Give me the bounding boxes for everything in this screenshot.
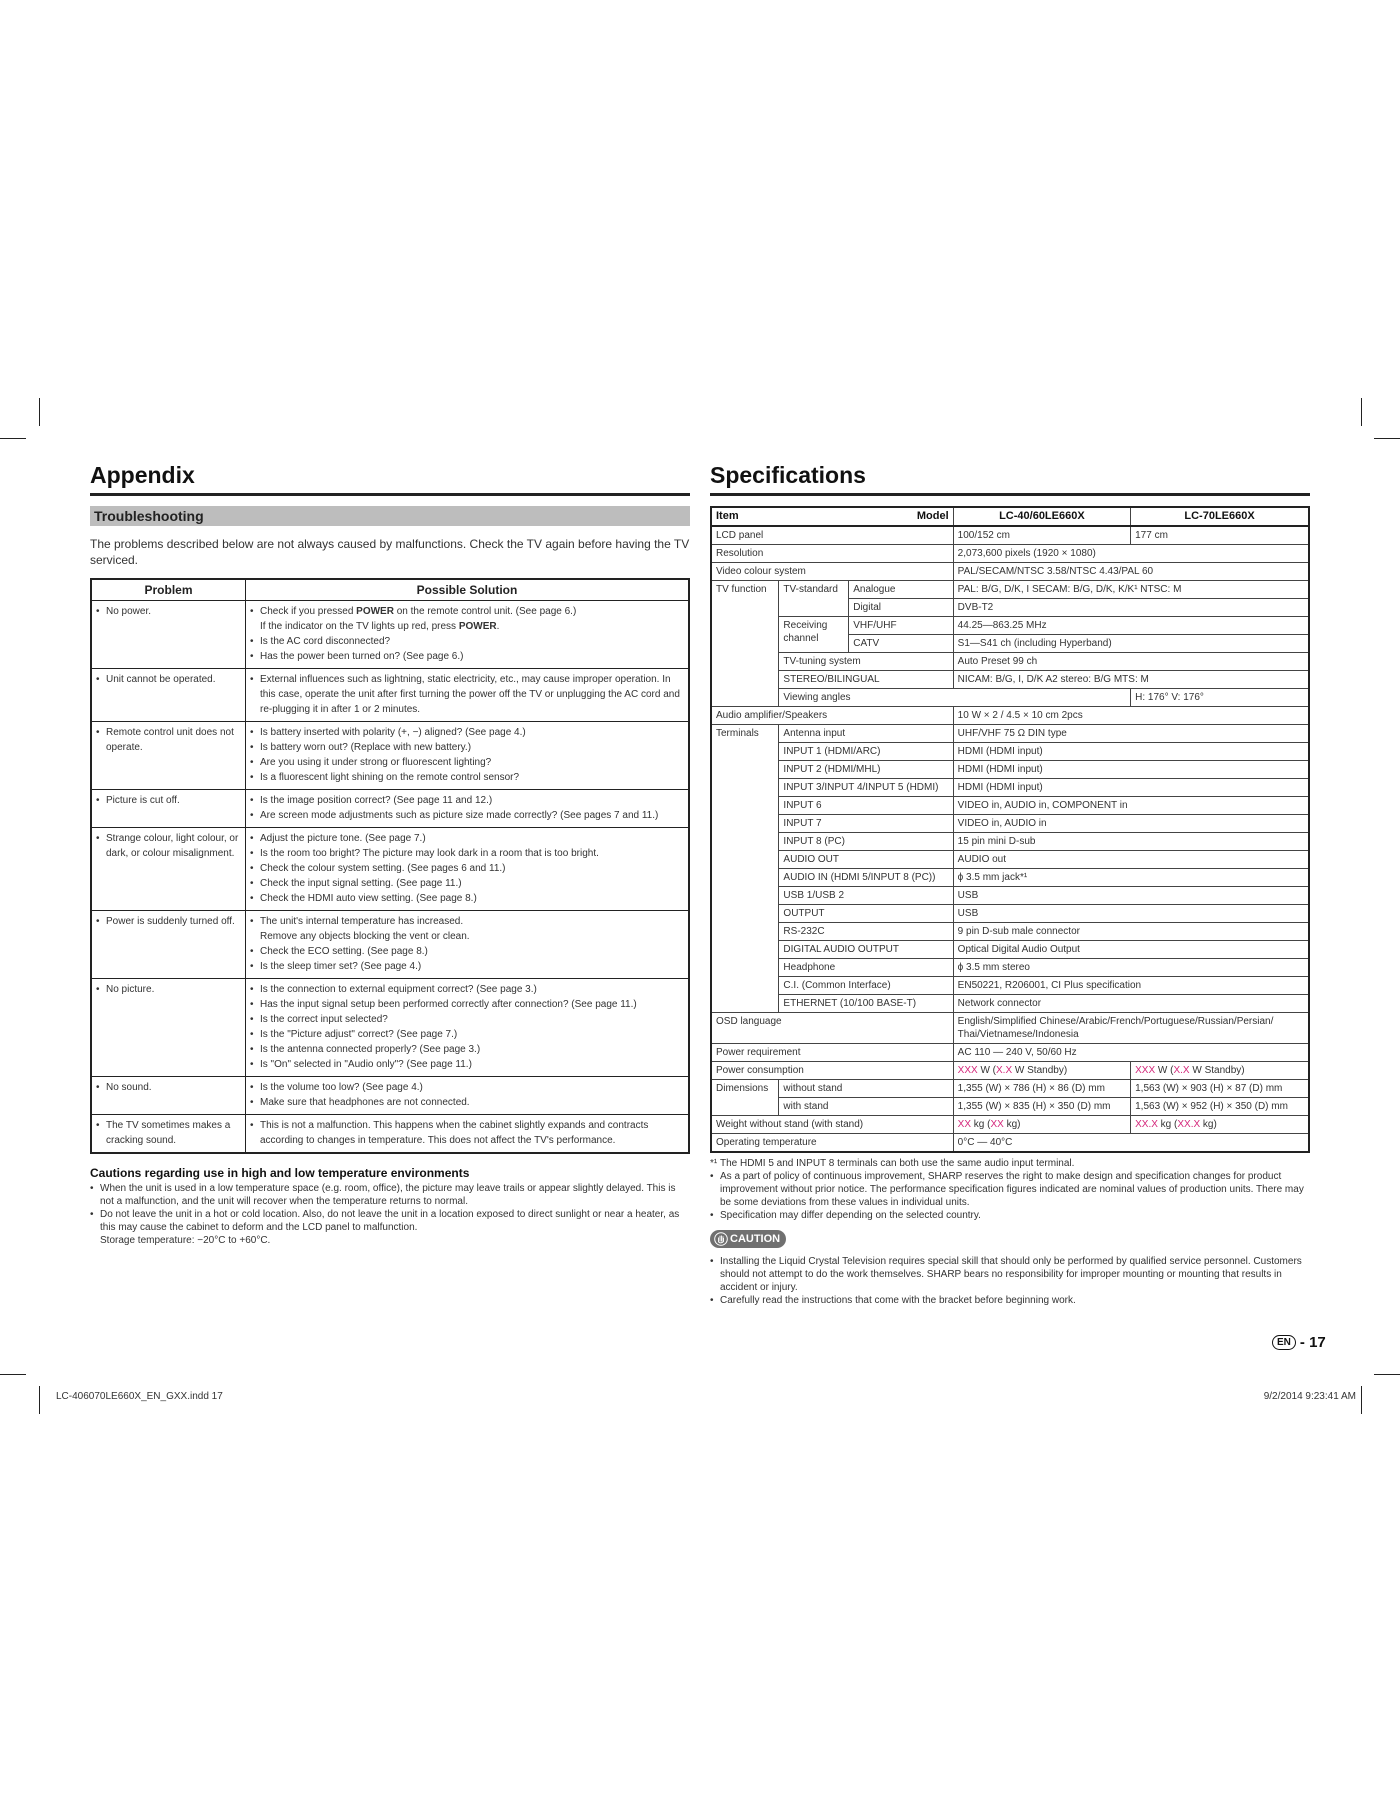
- solution-item: [250, 793, 684, 808]
- placeholder-value: X.X: [1173, 1065, 1190, 1076]
- spec-value: PAL: B/G, D/K, I SECAM: B/G, D/K, K/K¹ NTSC: M: [953, 581, 1309, 599]
- spec-value: PAL/SECAM/NTSC 3.58/NTSC 4.43/PAL 60: [953, 563, 1309, 581]
- solution-item: [250, 959, 684, 974]
- terminal-name: C.I. (Common Interface): [779, 977, 953, 995]
- spec-value: Auto Preset 99 ch: [953, 653, 1309, 671]
- spec-value: DVB-T2: [953, 599, 1309, 617]
- solution-text: Check the ECO setting. (See page 8.): [260, 946, 428, 957]
- spec-sublabel: CATV: [849, 635, 953, 653]
- spec-value: 0°C — 40°C: [953, 1134, 1309, 1153]
- caution-note: • Installing the Liquid Crystal Television requires special skill that should only be performed by qualified service personnel. Customers should not attempt to do the work themselves. SHARP bears no responsibility for improper mounting or mounting that results in accident or injury.: [710, 1255, 1310, 1294]
- crop-mark: [0, 1374, 26, 1375]
- spec-row-terminal: [711, 743, 1309, 761]
- solution-text-end: .: [496, 621, 500, 632]
- terminal-value: USB: [953, 905, 1309, 923]
- spec-row-terminal: [711, 887, 1309, 905]
- value-text: W Standby): [1189, 1065, 1245, 1076]
- table-row: [91, 601, 689, 669]
- problem-cell: [91, 1077, 246, 1115]
- placeholder-value: XX.X: [1135, 1119, 1158, 1130]
- table-row: [91, 911, 689, 979]
- spec-label: Viewing angles: [779, 689, 1131, 707]
- solution-item: [250, 1095, 684, 1110]
- caution-badge: [710, 1230, 786, 1248]
- solution-text: Check the HDMI auto view setting. (See page 8.): [260, 893, 477, 904]
- solution-text-end: on the remote control unit. (See page 6.): [393, 606, 577, 617]
- solution-text: Is the image position correct? (See page 11 and 12.): [260, 795, 493, 806]
- spec-sublabel: TV-standard: [779, 581, 849, 617]
- spec-row-tuning-system: [711, 653, 1309, 671]
- appendix-title: Appendix: [90, 462, 690, 496]
- note-mark: •: [710, 1210, 714, 1221]
- spec-row-stereo: [711, 671, 1309, 689]
- spec-value: [953, 1062, 1130, 1080]
- spec-row-audio-amp: [711, 707, 1309, 725]
- terminal-name: Antenna input: [779, 725, 953, 743]
- terminal-value: 15 pin mini D-sub: [953, 833, 1309, 851]
- value-text: kg (: [971, 1119, 991, 1130]
- spec-row-terminal: [711, 959, 1309, 977]
- solution-cell: [246, 601, 690, 669]
- terminal-value: AUDIO out: [953, 851, 1309, 869]
- spec-value: 1,563 (W) × 952 (H) × 350 (D) mm: [1131, 1098, 1309, 1116]
- spec-row-terminal: [711, 761, 1309, 779]
- caution-list: [710, 1255, 1310, 1307]
- problem-cell: [91, 828, 246, 911]
- hand-icon: [714, 1232, 728, 1246]
- problem-text: • Remote control unit does not operate.: [96, 725, 241, 755]
- solution-text: The unit's internal temperature has increased.: [260, 916, 464, 927]
- spec-sublabel: Analogue: [849, 581, 953, 599]
- spec-row-dimensions-stand: [711, 1098, 1309, 1116]
- spec-row-terminal: [711, 851, 1309, 869]
- problem-text: • Power is suddenly turned off.: [96, 914, 241, 929]
- solution-text: Adjust the picture tone. (See page 7.): [260, 833, 426, 844]
- crop-mark: [39, 398, 40, 426]
- spec-row-power-requirement: [711, 1044, 1309, 1062]
- solution-item: [250, 1042, 684, 1057]
- crop-mark: [39, 1386, 40, 1414]
- solution-cell: [246, 669, 690, 722]
- terminal-name: OUTPUT: [779, 905, 953, 923]
- terminal-value: HDMI (HDMI input): [953, 779, 1309, 797]
- spec-sublabel: with stand: [779, 1098, 953, 1116]
- problem-text: • Strange colour, light colour, or dark, or colour misalignment.: [96, 831, 241, 861]
- table-row: [91, 722, 689, 790]
- problem-cell: [91, 911, 246, 979]
- solution-text: Is the volume too low? (See page 4.): [260, 1082, 423, 1093]
- page-number: [1272, 1334, 1326, 1351]
- note-text: As a part of policy of continuous improvement, SHARP reserves the right to make design and specification changes for product improvement without prior notice. The performance specification figures indicated are nominal values of production units. There may be some deviations from these values in individual units.: [720, 1171, 1304, 1208]
- solution-item: [250, 1027, 684, 1042]
- terminal-value: Network connector: [953, 995, 1309, 1013]
- spec-row-terminal: [711, 977, 1309, 995]
- solution-item: [250, 755, 684, 770]
- troubleshooting-table: [90, 578, 690, 1154]
- terminal-value: UHF/VHF 75 Ω DIN type: [953, 725, 1309, 743]
- solution-item: [250, 997, 684, 1012]
- spec-row-terminal: [711, 815, 1309, 833]
- note-text: The HDMI 5 and INPUT 8 terminals can both use the same audio input terminal.: [720, 1158, 1075, 1169]
- table-row: [91, 669, 689, 722]
- solution-text: Is the connection to external equipment correct? (See page 3.): [260, 984, 537, 995]
- terminal-name: Headphone: [779, 959, 953, 977]
- note-text: Specification may differ depending on the selected country.: [720, 1210, 981, 1221]
- solution-cell: [246, 790, 690, 828]
- spec-row-vhf-uhf: [711, 617, 1309, 635]
- model-header: Model: [916, 510, 949, 522]
- spec-row-terminal: [711, 779, 1309, 797]
- solution-item: [250, 604, 684, 619]
- spec-value: AC 110 — 240 V, 50/60 Hz: [953, 1044, 1309, 1062]
- spec-sublabel: without stand: [779, 1080, 953, 1098]
- table-row: [91, 979, 689, 1077]
- placeholder-value: XX: [990, 1119, 1004, 1130]
- spec-row-terminal: [711, 797, 1309, 815]
- solution-item: [250, 944, 684, 959]
- solution-key: POWER: [458, 621, 497, 632]
- placeholder-value: XXX: [957, 1065, 978, 1076]
- spec-label: Video colour system: [711, 563, 953, 581]
- terminal-name: RS-232C: [779, 923, 953, 941]
- cautions-list: [90, 1182, 690, 1247]
- terminal-name: INPUT 2 (HDMI/MHL): [779, 761, 953, 779]
- footer-datetime: 9/2/2014 9:23:41 AM: [1263, 1391, 1356, 1402]
- specifications-column: [710, 462, 1310, 1307]
- value-text: W Standby): [1012, 1065, 1068, 1076]
- solution-text: Is the correct input selected?: [260, 1014, 388, 1025]
- terminal-name: USB 1/USB 2: [779, 887, 953, 905]
- spec-label: Audio amplifier/Speakers: [711, 707, 953, 725]
- spec-row-video-colour: [711, 563, 1309, 581]
- solution-text: Are screen mode adjustments such as picture size made correctly? (See pages 7 and 11.): [260, 810, 659, 821]
- solution-text: Remove any objects blocking the vent or clean.: [260, 931, 470, 942]
- model-b-header: LC-70LE660X: [1131, 507, 1309, 526]
- solution-item: [250, 831, 684, 846]
- terminal-name: AUDIO IN (HDMI 5/INPUT 8 (PC)): [779, 869, 953, 887]
- solution-cell: [246, 979, 690, 1077]
- solution-text: Is the sleep timer set? (See page 4.): [260, 961, 422, 972]
- spec-row-terminal: [711, 905, 1309, 923]
- problem-text: • No sound.: [96, 1080, 241, 1095]
- spec-value: English/Simplified Chinese/Arabic/French/Portuguese/Russian/Persian/ Thai/Vietnamese/Indonesia: [953, 1013, 1309, 1044]
- spec-sublabel: Digital: [849, 599, 953, 617]
- crop-mark: [1374, 1374, 1400, 1375]
- problem-text: • Picture is cut off.: [96, 793, 241, 808]
- spec-row-terminal: [711, 923, 1309, 941]
- spec-note: [710, 1157, 1310, 1170]
- terminal-name: DIGITAL AUDIO OUTPUT: [779, 941, 953, 959]
- solution-text: Check the colour system setting. (See pages 6 and 11.): [260, 863, 506, 874]
- solution-text: Is battery worn out? (Replace with new battery.): [260, 742, 472, 753]
- solution-text: Has the power been turned on? (See page 6.): [260, 651, 464, 662]
- problem-header: Problem: [91, 579, 246, 601]
- language-badge: EN: [1272, 1335, 1296, 1350]
- solution-item: [250, 672, 684, 717]
- caution-item: • Do not leave the unit in a hot or cold location. Also, do not leave the unit in a location exposed to direct sunlight or near a heater, as this may cause the cabinet to deform and the LCD panel to malfunction.: [90, 1208, 690, 1234]
- solution-key: POWER: [356, 606, 394, 617]
- terminal-value: HDMI (HDMI input): [953, 743, 1309, 761]
- spec-sublabel: TV-tuning system: [779, 653, 953, 671]
- solution-item: [250, 1057, 684, 1072]
- spec-row-analogue: [711, 581, 1309, 599]
- spec-sublabel: VHF/UHF: [849, 617, 953, 635]
- spec-row-osd-language: [711, 1013, 1309, 1044]
- spec-row-terminal: [711, 725, 1309, 743]
- spec-value: [953, 1116, 1130, 1134]
- spec-notes: [710, 1157, 1310, 1222]
- spec-label: Operating temperature: [711, 1134, 953, 1153]
- solution-item: [250, 808, 684, 823]
- solution-text: Check the input signal setting. (See page 11.): [260, 878, 462, 889]
- spec-value: 44.25—863.25 MHz: [953, 617, 1309, 635]
- solution-text: Is "On" selected in "Audio only"? (See page 11.): [260, 1059, 472, 1070]
- spec-row-dimensions: [711, 1080, 1309, 1098]
- solution-header: Possible Solution: [246, 579, 690, 601]
- solution-text: Is the antenna connected properly? (See page 3.): [260, 1044, 481, 1055]
- solution-text: Are you using it under strong or fluorescent lighting?: [260, 757, 492, 768]
- page-number-text: - 17: [1299, 1334, 1326, 1351]
- solution-cell: [246, 722, 690, 790]
- value-text: kg): [1003, 1119, 1021, 1130]
- problem-cell: [91, 601, 246, 669]
- solution-cell: [246, 1115, 690, 1154]
- cautions-title: Cautions regarding use in high and low temperature environments: [90, 1166, 470, 1180]
- solution-item: [250, 619, 684, 634]
- note-mark: *¹: [710, 1158, 718, 1169]
- spec-row-viewing-angles: [711, 689, 1309, 707]
- specifications-table: [710, 506, 1310, 1153]
- spec-label: Terminals: [711, 725, 779, 1013]
- spec-value: 1,563 (W) × 903 (H) × 87 (D) mm: [1131, 1080, 1309, 1098]
- problem-text: • The TV sometimes makes a cracking sound.: [96, 1118, 241, 1148]
- terminal-name: INPUT 8 (PC): [779, 833, 953, 851]
- terminal-value: ϕ 3.5 mm stereo: [953, 959, 1309, 977]
- solution-text: External influences such as lightning, static electricity, etc., may cause improper operation. In this case, operate the unit after first turning the power off the TV or unplugging the AC cord and re-plugging it in after 1 or 2 minutes.: [260, 674, 680, 715]
- solution-item: [250, 634, 684, 649]
- table-row: [91, 1077, 689, 1115]
- solution-item: [250, 846, 684, 861]
- solution-text: Is the AC cord disconnected?: [260, 636, 391, 647]
- spec-row-weight: [711, 1116, 1309, 1134]
- solution-item: [250, 1118, 684, 1148]
- item-model-header: [711, 507, 953, 526]
- terminal-value: ϕ 3.5 mm jack*¹: [953, 869, 1309, 887]
- solution-item: [250, 929, 684, 944]
- spec-row-terminal: [711, 941, 1309, 959]
- spec-row-resolution: [711, 545, 1309, 563]
- spec-label: Power requirement: [711, 1044, 953, 1062]
- spec-value: 1,355 (W) × 835 (H) × 350 (D) mm: [953, 1098, 1130, 1116]
- solution-text: Is battery inserted with polarity (+, −) aligned? (See page 4.): [260, 727, 526, 738]
- specifications-title: Specifications: [710, 462, 1310, 496]
- spec-value: H: 176° V: 176°: [1131, 689, 1309, 707]
- footer-filename: LC-406070LE660X_EN_GXX.indd 17: [56, 1391, 223, 1402]
- problem-text: • No picture.: [96, 982, 241, 997]
- solution-text: Has the input signal setup been performed correctly after connection? (See page 11.): [260, 999, 637, 1010]
- spec-value: 100/152 cm: [953, 526, 1130, 545]
- solution-text: Is the room too bright? The picture may look dark in a room that is too bright.: [260, 848, 599, 859]
- solution-item: [250, 982, 684, 997]
- table-row: [91, 790, 689, 828]
- spec-value: [1131, 1116, 1309, 1134]
- spec-label: TV function: [711, 581, 779, 707]
- spec-label: Power consumption: [711, 1062, 953, 1080]
- placeholder-value: XX: [957, 1119, 972, 1130]
- solution-item: [250, 740, 684, 755]
- terminal-name: AUDIO OUT: [779, 851, 953, 869]
- placeholder-value: XXX: [1135, 1065, 1156, 1076]
- placeholder-value: X.X: [996, 1065, 1013, 1076]
- spec-sublabel: STEREO/BILINGUAL: [779, 671, 953, 689]
- problem-cell: [91, 790, 246, 828]
- solution-item: [250, 914, 684, 929]
- problem-cell: [91, 1115, 246, 1154]
- spec-row-terminal: [711, 995, 1309, 1013]
- value-text: kg): [1200, 1119, 1217, 1130]
- caution-label: CAUTION: [730, 1233, 781, 1245]
- troubleshooting-banner: Troubleshooting: [90, 506, 690, 526]
- terminal-name: ETHERNET (10/100 BASE-T): [779, 995, 953, 1013]
- spec-label: Weight without stand (with stand): [711, 1116, 953, 1134]
- solution-item: [250, 1012, 684, 1027]
- terminal-value: Optical Digital Audio Output: [953, 941, 1309, 959]
- solution-item: [250, 649, 684, 664]
- terminal-value: 9 pin D-sub male connector: [953, 923, 1309, 941]
- item-header: Item: [716, 510, 739, 522]
- terminal-name: INPUT 6: [779, 797, 953, 815]
- spec-row-terminal: [711, 833, 1309, 851]
- solution-text: Is a fluorescent light shining on the remote control sensor?: [260, 772, 520, 783]
- solution-item: [250, 891, 684, 906]
- spec-label: Dimensions: [711, 1080, 779, 1116]
- spec-row-terminal: [711, 869, 1309, 887]
- terminal-value: VIDEO in, AUDIO in: [953, 815, 1309, 833]
- spec-value: [1131, 1062, 1309, 1080]
- solution-item: [250, 861, 684, 876]
- terminal-value: EN50221, R206001, CI Plus specification: [953, 977, 1309, 995]
- spec-sublabel: Receiving channel: [779, 617, 849, 653]
- value-text: kg (: [1157, 1119, 1178, 1130]
- solution-text: This is not a malfunction. This happens when the cabinet slightly expands and contracts according to changes in temperature. This does not affect the TV's performance.: [260, 1120, 649, 1146]
- spec-note: [710, 1209, 1310, 1222]
- table-row: [91, 1115, 689, 1154]
- solution-text: Check if you pressed: [260, 606, 357, 617]
- solution-item: [250, 770, 684, 785]
- solution-item: [250, 1080, 684, 1095]
- problem-text: • Unit cannot be operated.: [96, 672, 241, 687]
- caution-note: • Carefully read the instructions that come with the bracket before beginning work.: [710, 1294, 1310, 1307]
- caution-item: Storage temperature: −20°C to +60°C.: [100, 1235, 271, 1246]
- spec-value: 2,073,600 pixels (1920 × 1080): [953, 545, 1309, 563]
- crop-mark: [1374, 438, 1400, 439]
- terminal-value: HDMI (HDMI input): [953, 761, 1309, 779]
- solution-text: Is the "Picture adjust" correct? (See page 7.): [260, 1029, 458, 1040]
- problem-text: • No power.: [96, 604, 241, 619]
- model-a-header: LC-40/60LE660X: [953, 507, 1130, 526]
- terminal-name: INPUT 3/INPUT 4/INPUT 5 (HDMI): [779, 779, 953, 797]
- problem-cell: [91, 979, 246, 1077]
- problem-cell: [91, 722, 246, 790]
- note-mark: •: [710, 1171, 714, 1182]
- spec-label: LCD panel: [711, 526, 953, 545]
- crop-mark: [1361, 1386, 1362, 1414]
- spec-note: [710, 1170, 1310, 1209]
- spec-label: Resolution: [711, 545, 953, 563]
- solution-text: If the indicator on the TV lights up red, press: [260, 621, 459, 632]
- solution-cell: [246, 1077, 690, 1115]
- spec-value: 1,355 (W) × 786 (H) × 86 (D) mm: [953, 1080, 1130, 1098]
- terminal-name: INPUT 1 (HDMI/ARC): [779, 743, 953, 761]
- spec-value: 10 W × 2 / 4.5 × 10 cm 2pcs: [953, 707, 1309, 725]
- terminal-value: VIDEO in, AUDIO in, COMPONENT in: [953, 797, 1309, 815]
- spec-row-operating-temp: [711, 1134, 1309, 1153]
- table-row: [91, 828, 689, 911]
- placeholder-value: XX.X: [1177, 1119, 1201, 1130]
- terminal-name: INPUT 7: [779, 815, 953, 833]
- caution-item: • When the unit is used in a low temperature space (e.g. room, office), the picture may leave trails or appear slightly delayed. This is not a malfunction, and the unit will recover when the temperature returns to normal.: [90, 1182, 690, 1208]
- spec-label: OSD language: [711, 1013, 953, 1044]
- value-text: W (: [977, 1065, 997, 1076]
- spec-row-power-consumption: [711, 1062, 1309, 1080]
- spec-value: 177 cm: [1131, 526, 1309, 545]
- solution-text: Make sure that headphones are not connected.: [260, 1097, 470, 1108]
- appendix-column: [90, 462, 690, 1247]
- spec-value: S1—S41 ch (including Hyperband): [953, 635, 1309, 653]
- spec-row-lcd-panel: [711, 526, 1309, 545]
- crop-mark: [0, 438, 26, 439]
- solution-cell: [246, 828, 690, 911]
- solution-item: [250, 876, 684, 891]
- crop-mark: [1361, 398, 1362, 426]
- troubleshooting-intro: The problems described below are not always caused by malfunctions. Check the TV again before having the TV serviced.: [90, 537, 690, 567]
- terminal-value: USB: [953, 887, 1309, 905]
- solution-item: [250, 725, 684, 740]
- spec-value: NICAM: B/G, I, D/K A2 stereo: B/G MTS: M: [953, 671, 1309, 689]
- value-text: W (: [1155, 1065, 1174, 1076]
- problem-cell: [91, 669, 246, 722]
- spec-header-row: [711, 507, 1309, 526]
- solution-cell: [246, 911, 690, 979]
